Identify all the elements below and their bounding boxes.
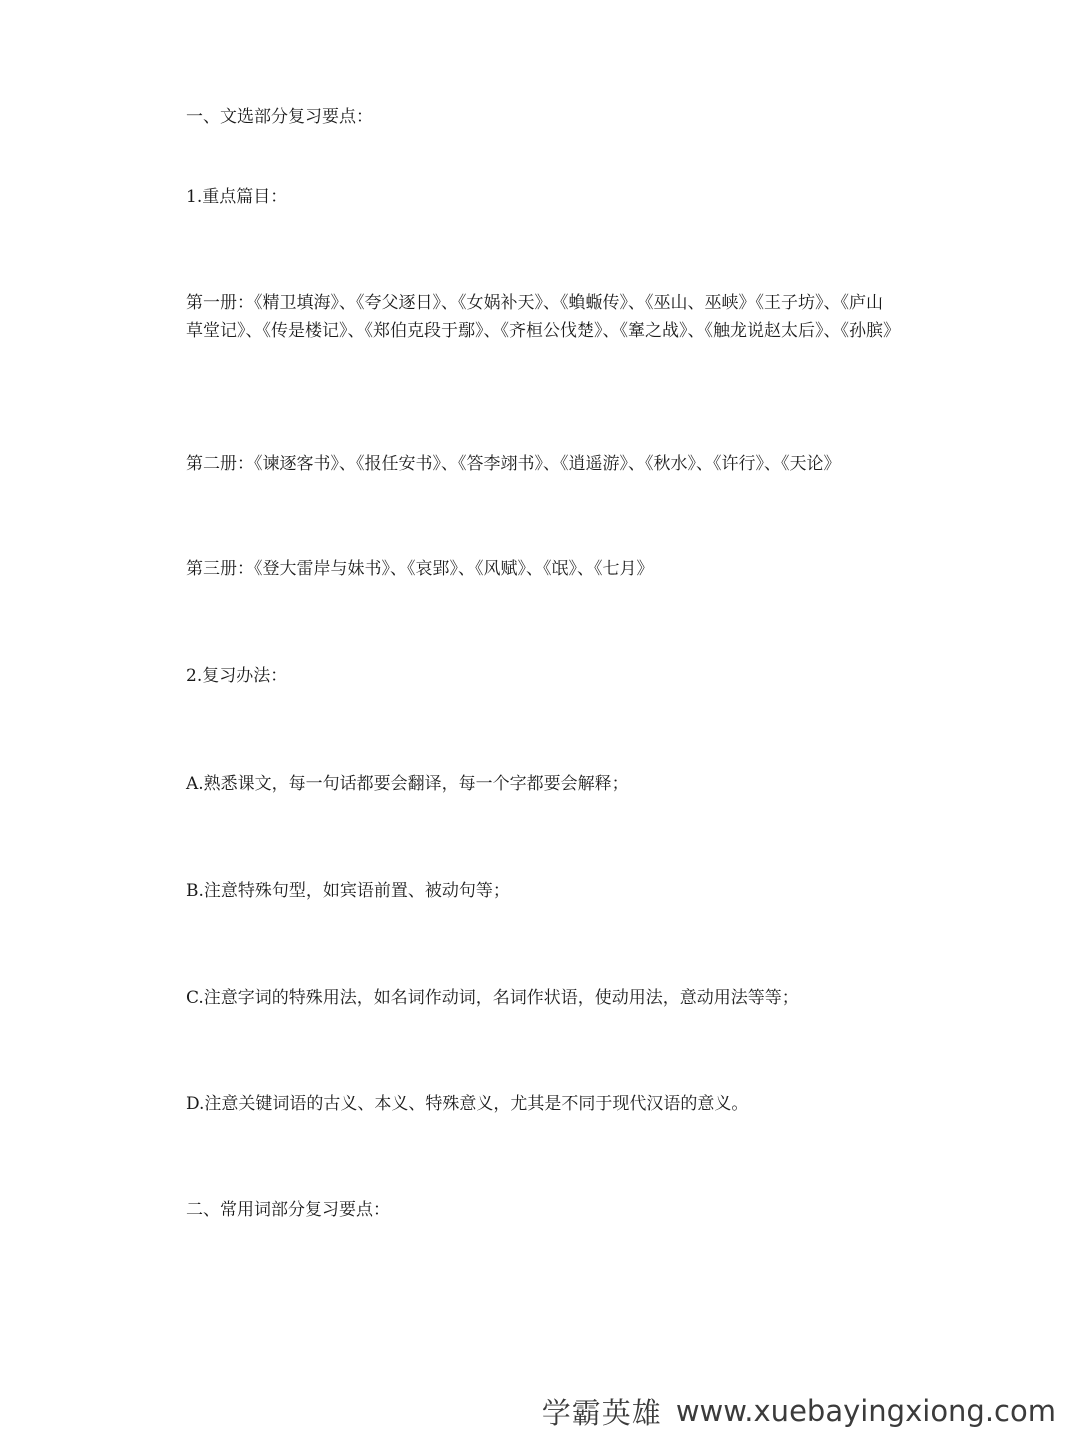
- paragraph-volume-3: 第三册：《登大雷岸与妹书》、《哀郢》、《风赋》、《氓》、《七月》: [186, 559, 654, 579]
- paragraph-volume-2: 第二册：《谏逐客书》、《报任安书》、《答李翊书》、《逍遥游》、《秋水》、《许行》、《天论》: [186, 454, 841, 474]
- paragraph-method-c: C.注意字词的特殊用法，如名词作动词，名词作状语，使动用法，意动用法等等；: [186, 988, 799, 1008]
- watermark-brand: 学霸英雄: [541, 1395, 662, 1430]
- paragraph-method-b: B.注意特殊句型，如宾语前置、被动句等；: [186, 881, 510, 901]
- subheading-review-method: 2.复习办法：: [186, 666, 288, 686]
- paragraph-method-a: A.熟悉课文，每一句话都要会翻译，每一个字都要会解释；: [186, 774, 629, 794]
- paragraph-volume-1: 第一册：《精卫填海》、《夸父逐日》、《女娲补天》、《蝜蝂传》、《巫山、巫峡》《王子坊》、《庐山草堂记》、《传是楼记》、《郑伯克段于鄢》、《齐桓公伐楚》、《鞌之战》、《触龙说赵太后》、《孙膑》: [186, 293, 900, 341]
- site-watermark: [542, 1388, 1056, 1434]
- subheading-key-texts: 1.重点篇目：: [186, 187, 288, 207]
- section-heading-1: 一、文选部分复习要点：: [186, 107, 373, 127]
- section-heading-2: 二、常用词部分复习要点：: [186, 1200, 390, 1220]
- paragraph-method-d: D.注意关键词语的古义、本义、特殊意义，尤其是不同于现代汉语的意义。: [186, 1094, 749, 1114]
- watermark-url: www.xuebayingxiong.com: [675, 1394, 1056, 1428]
